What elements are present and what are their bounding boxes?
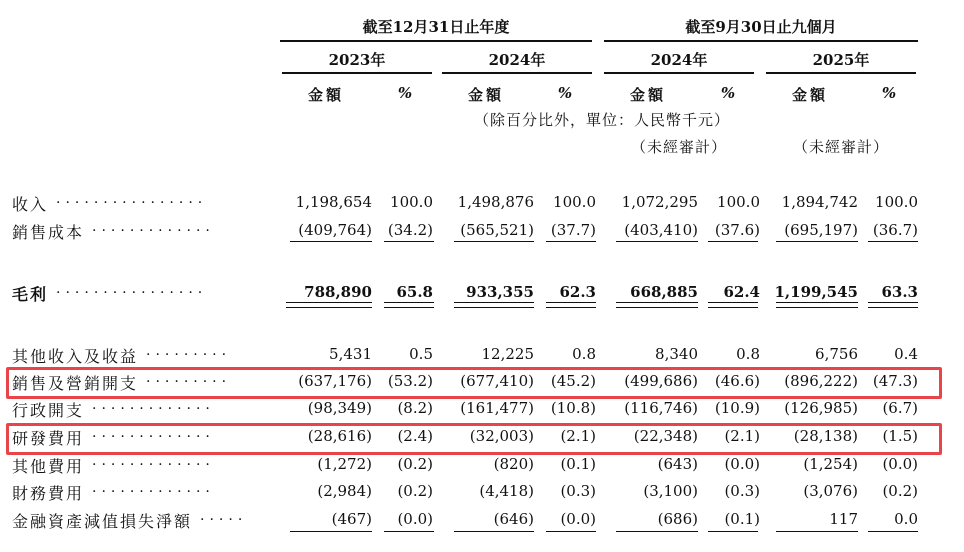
amount-cell: 788,890 xyxy=(304,283,372,301)
header-rule xyxy=(280,40,592,42)
percent-cell: (0.1) xyxy=(724,510,760,528)
row-label: 收入 xyxy=(12,195,49,214)
percent-cell: 100.0 xyxy=(717,193,760,211)
amount-cell: (677,410) xyxy=(460,372,534,390)
amount-cell: 668,885 xyxy=(630,283,698,301)
unit-note: （除百分比外，單位：人民幣千元） xyxy=(473,111,730,129)
amount-cell: (1,272) xyxy=(317,455,372,473)
subtotal-rule xyxy=(454,241,534,242)
percent-cell: (37.7) xyxy=(550,221,596,239)
percent-cell: 0.0 xyxy=(894,510,918,528)
leader-dots: ............. xyxy=(92,219,215,235)
row-label: 銷售及營銷開支 xyxy=(12,374,139,393)
amount-cell: 1,894,742 xyxy=(781,193,858,211)
amount-cell: (896,222) xyxy=(784,372,858,390)
amount-cell: (646) xyxy=(493,510,534,528)
amount-cell: (28,616) xyxy=(307,427,372,445)
percent-cell: (45.2) xyxy=(550,372,596,390)
amount-cell: 8,340 xyxy=(655,345,698,363)
subtotal-rule xyxy=(616,241,698,242)
amount-header: 金額 xyxy=(791,86,828,104)
percent-cell: 100.0 xyxy=(390,193,433,211)
amount-cell: (565,521) xyxy=(460,221,534,239)
percent-cell: 63.3 xyxy=(881,283,918,301)
amount-cell: (2,984) xyxy=(317,482,372,500)
percent-cell: 0.4 xyxy=(894,345,918,363)
amount-cell: 1,199,545 xyxy=(774,283,858,301)
total-double-rule xyxy=(616,302,698,308)
percent-cell: (0.2) xyxy=(397,455,433,473)
percent-cell: (10.9) xyxy=(714,399,760,417)
pct-header: % xyxy=(397,84,413,102)
row-label: 銷售成本 xyxy=(12,223,85,242)
percent-cell: (0.0) xyxy=(397,510,433,528)
amount-cell: (409,764) xyxy=(298,221,372,239)
row-label: 毛利 xyxy=(12,285,49,304)
subtotal-rule xyxy=(708,241,758,242)
subtotal-rule xyxy=(384,531,434,532)
subtotal-rule xyxy=(708,531,758,532)
percent-cell: 65.8 xyxy=(396,283,433,301)
amount-cell: 933,355 xyxy=(466,283,534,301)
amount-cell: 5,431 xyxy=(329,345,372,363)
amount-cell: 6,756 xyxy=(815,345,858,363)
amount-header: 金額 xyxy=(629,86,666,104)
leader-dots: ......... xyxy=(146,370,232,386)
percent-cell: 100.0 xyxy=(875,193,918,211)
row-label: 行政開支 xyxy=(12,401,85,420)
year-rule xyxy=(442,72,592,74)
amount-cell: 12,225 xyxy=(481,345,534,363)
amount-cell: (28,138) xyxy=(793,427,858,445)
amount-cell: (3,100) xyxy=(643,482,698,500)
leader-dots: ......... xyxy=(146,343,232,359)
percent-cell: (0.2) xyxy=(397,482,433,500)
year-header: 2023年 xyxy=(328,51,386,69)
percent-cell: (47.3) xyxy=(872,372,918,390)
amount-cell: (499,686) xyxy=(624,372,698,390)
percent-cell: 0.8 xyxy=(572,345,596,363)
amount-cell: (4,418) xyxy=(479,482,534,500)
header-rule xyxy=(604,40,918,42)
percent-cell: (2.1) xyxy=(560,427,596,445)
amount-cell: (643) xyxy=(657,455,698,473)
pct-header: % xyxy=(557,84,573,102)
year-rule xyxy=(604,72,754,74)
leader-dots: ................ xyxy=(56,281,208,297)
subtotal-rule xyxy=(384,241,434,242)
total-double-rule xyxy=(546,302,596,308)
unaudited-note: （未經審計） xyxy=(630,138,727,156)
amount-header: 金額 xyxy=(467,86,504,104)
total-double-rule xyxy=(776,302,858,308)
amount-header: 金額 xyxy=(307,86,344,104)
percent-cell: (53.2) xyxy=(387,372,433,390)
percent-cell: 0.8 xyxy=(736,345,760,363)
year-header: 2024年 xyxy=(488,51,546,69)
row-label: 金融資產減值損失淨額 xyxy=(12,512,193,531)
subtotal-rule xyxy=(290,241,372,242)
amount-cell: 1,498,876 xyxy=(457,193,534,211)
amount-cell: (467) xyxy=(331,510,372,528)
total-double-rule xyxy=(454,302,534,308)
amount-cell: (403,410) xyxy=(624,221,698,239)
subtotal-rule xyxy=(776,241,858,242)
subtotal-rule xyxy=(546,241,596,242)
percent-cell: (37.6) xyxy=(714,221,760,239)
percent-cell: (2.1) xyxy=(724,427,760,445)
leader-dots: ............. xyxy=(92,425,215,441)
year-header: 2025年 xyxy=(812,51,870,69)
percent-cell: (10.8) xyxy=(550,399,596,417)
total-double-rule xyxy=(708,302,758,308)
row-label: 其他收入及收益 xyxy=(12,347,139,366)
percent-cell: (6.7) xyxy=(882,399,918,417)
unaudited-note: （未經審計） xyxy=(792,138,889,156)
percent-cell: (0.3) xyxy=(560,482,596,500)
leader-dots: ............. xyxy=(92,480,215,496)
subtotal-rule xyxy=(290,531,372,532)
percent-cell: (0.3) xyxy=(724,482,760,500)
subtotal-rule xyxy=(454,531,534,532)
row-label: 研發費用 xyxy=(12,429,85,448)
amount-cell: (98,349) xyxy=(307,399,372,417)
period-header-annual: 截至12月31日止年度 xyxy=(362,18,510,36)
row-label: 財務費用 xyxy=(12,484,85,503)
amount-cell: (32,003) xyxy=(469,427,534,445)
pct-header: % xyxy=(881,84,897,102)
total-double-rule xyxy=(868,302,918,308)
amount-cell: (686) xyxy=(657,510,698,528)
subtotal-rule xyxy=(616,531,698,532)
amount-cell: (820) xyxy=(493,455,534,473)
percent-cell: (0.2) xyxy=(882,482,918,500)
subtotal-rule xyxy=(546,531,596,532)
amount-cell: 1,072,295 xyxy=(621,193,698,211)
subtotal-rule xyxy=(868,241,918,242)
percent-cell: (46.6) xyxy=(714,372,760,390)
total-double-rule xyxy=(384,302,434,308)
percent-cell: (2.4) xyxy=(397,427,433,445)
amount-cell: (161,477) xyxy=(460,399,534,417)
leader-dots: ............. xyxy=(92,453,215,469)
pct-header: % xyxy=(720,84,736,102)
amount-cell: 1,198,654 xyxy=(295,193,372,211)
leader-dots: ................ xyxy=(56,191,208,207)
subtotal-rule xyxy=(776,531,858,532)
amount-cell: 117 xyxy=(829,510,858,528)
percent-cell: 62.4 xyxy=(723,283,760,301)
percent-cell: (8.2) xyxy=(397,399,433,417)
percent-cell: (34.2) xyxy=(387,221,433,239)
amount-cell: (637,176) xyxy=(298,372,372,390)
amount-cell: (116,746) xyxy=(624,399,698,417)
amount-cell: (126,985) xyxy=(784,399,858,417)
percent-cell: (0.0) xyxy=(560,510,596,528)
period-header-nine-months: 截至9月30日止九個月 xyxy=(685,18,837,36)
row-label: 其他費用 xyxy=(12,457,85,476)
year-header: 2024年 xyxy=(650,51,708,69)
percent-cell: 62.3 xyxy=(559,283,596,301)
amount-cell: (3,076) xyxy=(803,482,858,500)
leader-dots: ..... xyxy=(200,508,248,524)
percent-cell: 0.5 xyxy=(409,345,433,363)
leader-dots: ............. xyxy=(92,397,215,413)
amount-cell: (695,197) xyxy=(784,221,858,239)
percent-cell: (0.0) xyxy=(882,455,918,473)
year-rule xyxy=(282,72,432,74)
subtotal-rule xyxy=(868,531,918,532)
year-rule xyxy=(766,72,916,74)
total-double-rule xyxy=(286,302,372,308)
amount-cell: (1,254) xyxy=(803,455,858,473)
percent-cell: 100.0 xyxy=(553,193,596,211)
percent-cell: (1.5) xyxy=(882,427,918,445)
percent-cell: (0.0) xyxy=(724,455,760,473)
percent-cell: (36.7) xyxy=(872,221,918,239)
amount-cell: (22,348) xyxy=(633,427,698,445)
percent-cell: (0.1) xyxy=(560,455,596,473)
